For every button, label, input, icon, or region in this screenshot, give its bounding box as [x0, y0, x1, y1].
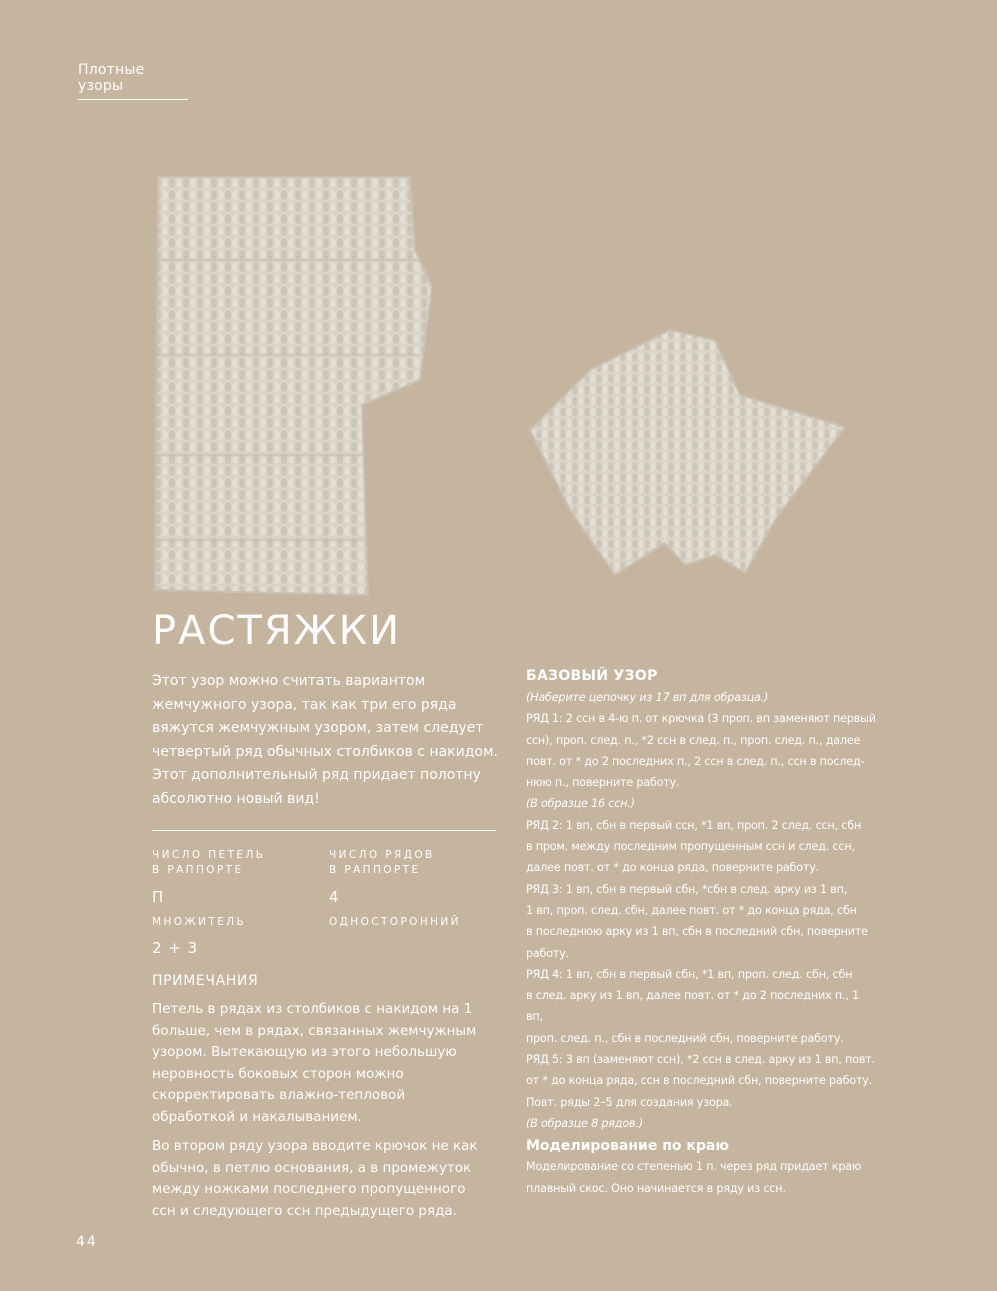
pattern-line: в последнюю арку из 1 вп, сбн в последний сбн, поверните [526, 925, 868, 939]
pattern-line: (В образце 8 рядов.) [526, 1116, 643, 1130]
multiplier-value: 2 + 3 [152, 939, 199, 957]
pattern-line: РЯД 5: 3 вп (заменяют ссн), *2 ссн в след. арку из 1 вп, повт. [526, 1053, 875, 1067]
stitches-label: ЧИСЛО ПЕТЕЛЬ В РАППОРТЕ [152, 849, 266, 876]
pattern-line: 1 вп, проп. след. сбн, далее повт. от * до конца ряда, сбн [526, 903, 857, 917]
pattern-line: РЯД 1: 2 ссн в 4-ю п. от крючка (3 проп. вп заменяют первый [526, 712, 876, 726]
pattern-title: РАСТЯЖКИ [152, 608, 402, 654]
notes [152, 999, 492, 1230]
divider [152, 830, 496, 831]
pattern-line: в пром. между последним пропущенным ссн и след. ссн, [526, 840, 855, 854]
pattern-instructions [526, 668, 876, 1199]
pattern-heading: БАЗОВЫЙ УЗОР [526, 668, 658, 684]
edge-shaping-line: Моделирование со степенью 1 п. через ряд придает краю [526, 1160, 862, 1174]
pattern-line: в след. арку из 1 вп, далее повт. от * до 2 последних п., 1 вп, [526, 989, 860, 1024]
pattern-line: Повт. ряды 2–5 для создания узора. [526, 1095, 733, 1109]
pattern-line: (В образце 16 ссн.) [526, 797, 635, 811]
large-swatch [155, 177, 432, 595]
rows-label: ЧИСЛО РЯДОВ В РАППОРТЕ [329, 849, 435, 876]
swatch-photo [140, 165, 860, 605]
multiplier-label: МНОЖИТЕЛЬ [152, 916, 247, 928]
rows-value: 4 [329, 888, 340, 906]
onesided-label: ОДНОСТОРОННИЙ [329, 916, 461, 928]
edge-shaping-line: плавный скос. Оно начинается в ряду из ссн. [526, 1181, 786, 1195]
pattern-line: РЯД 3: 1 вп, сбн в первый сбн, *сбн в след. арку из 1 вп, [526, 882, 848, 896]
pattern-line: далее повт. от * до конца ряда, поверните работу. [526, 861, 820, 875]
notes-paragraph: Во втором ряду узора вводите крючок не как обычно, в петлю основания, а в промежуток между ножками последнего пропущенного ссн и следующего ссн предыдущего ряда. [152, 1138, 478, 1219]
pattern-line: проп. след. п., сбн в последний сбн, поверните работу. [526, 1031, 844, 1045]
notes-title: ПРИМЕЧАНИЯ [152, 973, 259, 989]
pattern-line: (Наберите цепочку из 17 вп для образца.) [526, 691, 769, 704]
edge-shaping-heading: Моделирование по краю [526, 1138, 729, 1155]
pattern-line: работу. [526, 946, 569, 960]
pattern-line: ссн), проп. след. п., *2 ссн в след. п., проп. след. п., далее [526, 733, 861, 747]
stitches-value: П [152, 888, 165, 906]
pattern-line: повт. от * до 2 последних п., 2 ссн в след. п., ссн в послед- [526, 754, 865, 768]
pattern-line: РЯД 2: 1 вп, сбн в первый ссн, *1 вп, проп. 2 след. ссн, сбн [526, 818, 862, 832]
pattern-line: РЯД 4: 1 вп, сбн в первый сбн, *1 вп, проп. след. сбн, сбн [526, 967, 853, 981]
page-number: 44 [76, 1234, 98, 1250]
intro-text: Этот узор можно считать вариантом жемчужного узора, так как три его ряда вяжутся жемчужным узором, затем следует четвертый ряд обычных столбиков с накидом. Этот дополнительный ряд придает полотну абсолютно новый вид! [152, 673, 498, 807]
pattern-line: нюю п., поверните работу. [526, 776, 680, 790]
pattern-line: от * до конца ряда, ссн в последний сбн, поверните работу. [526, 1074, 873, 1088]
section-header: Плотные узоры [78, 62, 188, 100]
notes-paragraph: Петель в рядах из столбиков с накидом на 1 больше, чем в рядах, связанных жемчужным узором. Вытекающую из этого небольшую неровность боковых сторон можно скорректировать влажно-тепловой обработкой и накалыванием. [152, 1001, 477, 1125]
small-swatch [530, 330, 845, 575]
